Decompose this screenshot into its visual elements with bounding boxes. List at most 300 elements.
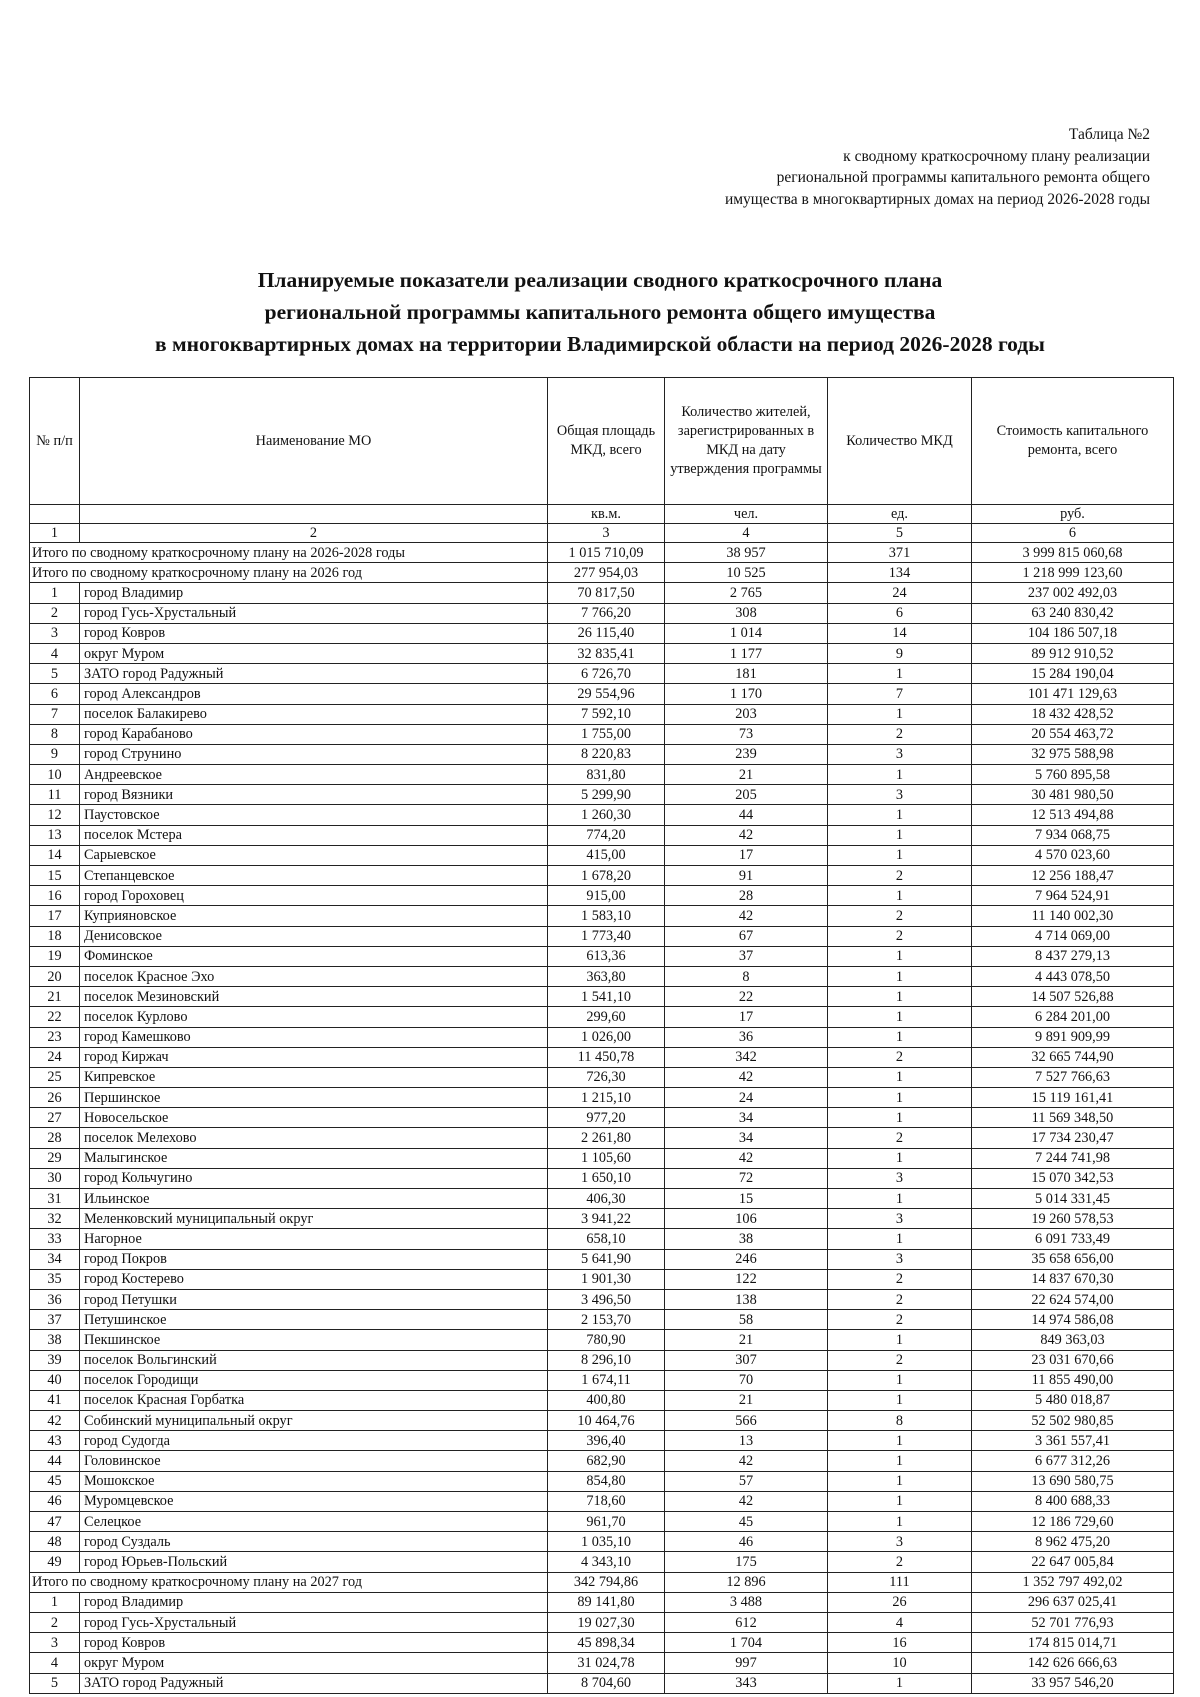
- cell-num: 35: [30, 1269, 80, 1289]
- cell-area: 1 015 710,09: [548, 543, 665, 563]
- cell-mkd: 14: [828, 623, 972, 643]
- cell-cost: 15 119 161,41: [972, 1088, 1174, 1108]
- cell-mkd: 1: [828, 825, 972, 845]
- cell-area: 726,30: [548, 1067, 665, 1087]
- cell-mkd: 1: [828, 1451, 972, 1471]
- cell-mkd: 1: [828, 664, 972, 684]
- title-line: Планируемые показатели реализации сводного краткосрочного плана: [257, 268, 943, 292]
- cell-name: Меленковский муниципальный округ: [80, 1209, 548, 1229]
- cell-area: 1 650,10: [548, 1168, 665, 1188]
- cell-area: 10 464,76: [548, 1411, 665, 1431]
- cell-cost: 296 637 025,41: [972, 1592, 1174, 1612]
- table-row: [30, 1108, 1174, 1128]
- cell-residents: 343: [665, 1673, 828, 1693]
- cell-area: 8 220,83: [548, 744, 665, 764]
- cell-mkd: 1: [828, 966, 972, 986]
- cell-cost: 3 999 815 060,68: [972, 543, 1174, 563]
- cell-name: город Петушки: [80, 1289, 548, 1309]
- cell-cost: 6 091 733,49: [972, 1229, 1174, 1249]
- cell-residents: 21: [665, 765, 828, 785]
- cell-num: 19: [30, 946, 80, 966]
- cell-name: поселок Мелехово: [80, 1128, 548, 1148]
- cell-mkd: 1: [828, 1067, 972, 1087]
- table-row: [30, 1370, 1174, 1390]
- cell-name: город Александров: [80, 684, 548, 704]
- cell-cost: 17 734 230,47: [972, 1128, 1174, 1148]
- column-numbers-row: [30, 524, 1174, 543]
- cell-num: 36: [30, 1289, 80, 1309]
- cell-num: 47: [30, 1512, 80, 1532]
- total-label: Итого по сводному краткосрочному плану на 2026 год: [30, 563, 548, 583]
- cell-mkd: 2: [828, 1552, 972, 1572]
- cell-mkd: 2: [828, 1289, 972, 1309]
- header-note-line: к сводному краткосрочному плану реализации: [843, 147, 1150, 165]
- cell-mkd: 2: [828, 1350, 972, 1370]
- cell-mkd: 1: [828, 1189, 972, 1209]
- cell-residents: 15: [665, 1189, 828, 1209]
- cell-mkd: 2: [828, 906, 972, 926]
- cell-cost: 7 934 068,75: [972, 825, 1174, 845]
- cell-area: 11 450,78: [548, 1047, 665, 1067]
- cell-mkd: 1: [828, 1431, 972, 1451]
- header-area: Общая площадь МКД, всего: [548, 378, 665, 505]
- cell-name: Куприяновское: [80, 906, 548, 926]
- cell-cost: 14 974 586,08: [972, 1310, 1174, 1330]
- table-row: [30, 906, 1174, 926]
- cell-mkd: 3: [828, 1209, 972, 1229]
- unit-cost: руб.: [972, 505, 1174, 524]
- cell-mkd: 111: [828, 1572, 972, 1592]
- cell-residents: 612: [665, 1612, 828, 1632]
- indicators-table: [29, 377, 1174, 1694]
- cell-area: 2 153,70: [548, 1310, 665, 1330]
- cell-area: 7 592,10: [548, 704, 665, 724]
- cell-area: 415,00: [548, 845, 665, 865]
- cell-name: Кипревское: [80, 1067, 548, 1087]
- table-row: [30, 1431, 1174, 1451]
- cell-name: Ильинское: [80, 1189, 548, 1209]
- cell-residents: 21: [665, 1390, 828, 1410]
- cell-cost: 101 471 129,63: [972, 684, 1174, 704]
- cell-residents: 37: [665, 946, 828, 966]
- cell-residents: 34: [665, 1108, 828, 1128]
- cell-num: 18: [30, 926, 80, 946]
- cell-area: 854,80: [548, 1471, 665, 1491]
- cell-cost: 6 284 201,00: [972, 1007, 1174, 1027]
- cell-cost: 12 256 188,47: [972, 866, 1174, 886]
- cell-area: 7 766,20: [548, 603, 665, 623]
- cell-mkd: 8: [828, 1411, 972, 1431]
- cell-area: 342 794,86: [548, 1572, 665, 1592]
- cell-area: 1 773,40: [548, 926, 665, 946]
- cell-area: 780,90: [548, 1330, 665, 1350]
- cell-mkd: 2: [828, 1269, 972, 1289]
- cell-mkd: 3: [828, 744, 972, 764]
- cell-num: 41: [30, 1390, 80, 1410]
- unit-area: кв.м.: [548, 505, 665, 524]
- table-row: [30, 1673, 1174, 1693]
- cell-mkd: 1: [828, 1491, 972, 1511]
- cell-residents: 17: [665, 1007, 828, 1027]
- cell-num: 28: [30, 1128, 80, 1148]
- cell-residents: 1 177: [665, 643, 828, 663]
- cell-name: город Вязники: [80, 785, 548, 805]
- cell-mkd: 1: [828, 1512, 972, 1532]
- cell-num: 40: [30, 1370, 80, 1390]
- cell-cost: 7 964 524,91: [972, 886, 1174, 906]
- cell-num: 17: [30, 906, 80, 926]
- cell-residents: 2 765: [665, 583, 828, 603]
- total-row: [30, 563, 1174, 583]
- cell-name: Новосельское: [80, 1108, 548, 1128]
- cell-num: 6: [30, 684, 80, 704]
- cell-num: 5: [30, 1673, 80, 1693]
- cell-num: 42: [30, 1411, 80, 1431]
- unit-residents: чел.: [665, 505, 828, 524]
- cell-num: 38: [30, 1330, 80, 1350]
- cell-cost: 63 240 830,42: [972, 603, 1174, 623]
- cell-cost: 4 714 069,00: [972, 926, 1174, 946]
- cell-name: город Суздаль: [80, 1532, 548, 1552]
- cell-name: Головинское: [80, 1451, 548, 1471]
- cell-num: 5: [30, 664, 80, 684]
- table-row: [30, 1249, 1174, 1269]
- cell-mkd: 1: [828, 1027, 972, 1047]
- cell-cost: 5 760 895,58: [972, 765, 1174, 785]
- cell-cost: 6 677 312,26: [972, 1451, 1174, 1471]
- cell-name: город Ковров: [80, 623, 548, 643]
- cell-cost: 8 437 279,13: [972, 946, 1174, 966]
- cell-area: 19 027,30: [548, 1612, 665, 1632]
- cell-residents: 72: [665, 1168, 828, 1188]
- cell-area: 6 726,70: [548, 664, 665, 684]
- table-row: [30, 1148, 1174, 1168]
- cell-residents: 205: [665, 785, 828, 805]
- cell-mkd: 2: [828, 1310, 972, 1330]
- table-row: [30, 1209, 1174, 1229]
- cell-cost: 11 855 490,00: [972, 1370, 1174, 1390]
- cell-mkd: 3: [828, 1168, 972, 1188]
- cell-name: Степанцевское: [80, 866, 548, 886]
- cell-mkd: 1: [828, 1088, 972, 1108]
- table-row: [30, 866, 1174, 886]
- table-row: [30, 1189, 1174, 1209]
- table-row: [30, 805, 1174, 825]
- cell-area: 299,60: [548, 1007, 665, 1027]
- cell-cost: 12 513 494,88: [972, 805, 1174, 825]
- cell-area: 682,90: [548, 1451, 665, 1471]
- cell-cost: 20 554 463,72: [972, 724, 1174, 744]
- cell-name: Сарыевское: [80, 845, 548, 865]
- cell-mkd: 16: [828, 1633, 972, 1653]
- cell-cost: 22 624 574,00: [972, 1289, 1174, 1309]
- table-row: [30, 1269, 1174, 1289]
- cell-cost: 89 912 910,52: [972, 643, 1174, 663]
- cell-residents: 42: [665, 1148, 828, 1168]
- cell-name: город Покров: [80, 1249, 548, 1269]
- cell-area: 45 898,34: [548, 1633, 665, 1653]
- cell-mkd: 3: [828, 1532, 972, 1552]
- cell-area: 1 583,10: [548, 906, 665, 926]
- cell-name: округ Муром: [80, 1653, 548, 1673]
- table-row: [30, 1451, 1174, 1471]
- cell-residents: 239: [665, 744, 828, 764]
- cell-cost: 1 218 999 123,60: [972, 563, 1174, 583]
- cell-cost: 15 070 342,53: [972, 1168, 1174, 1188]
- cell-name: город Судогда: [80, 1431, 548, 1451]
- cell-area: 1 541,10: [548, 987, 665, 1007]
- cell-num: 3: [30, 1633, 80, 1653]
- cell-residents: 3 488: [665, 1592, 828, 1612]
- cell-name: город Гусь-Хрустальный: [80, 1612, 548, 1632]
- table-row: [30, 785, 1174, 805]
- table-row: [30, 1350, 1174, 1370]
- table-row: [30, 1633, 1174, 1653]
- cell-area: 5 641,90: [548, 1249, 665, 1269]
- cell-num: 27: [30, 1108, 80, 1128]
- cell-residents: 13: [665, 1431, 828, 1451]
- cell-name: город Гороховец: [80, 886, 548, 906]
- cell-cost: 19 260 578,53: [972, 1209, 1174, 1229]
- table-row: [30, 1067, 1174, 1087]
- cell-num: 33: [30, 1229, 80, 1249]
- cell-name: город Владимир: [80, 1592, 548, 1612]
- cell-cost: 3 361 557,41: [972, 1431, 1174, 1451]
- title-line: в многоквартирных домах на территории Владимирской области на период 2026-2028 годы: [155, 332, 1045, 356]
- cell-num: 2: [30, 1612, 80, 1632]
- cell-cost: 8 962 475,20: [972, 1532, 1174, 1552]
- cell-num: 22: [30, 1007, 80, 1027]
- cell-residents: 1 704: [665, 1633, 828, 1653]
- cell-num: 25: [30, 1067, 80, 1087]
- header-note-line: региональной программы капитального ремонта общего: [776, 169, 1150, 186]
- table-row: [30, 583, 1174, 603]
- cell-name: округ Муром: [80, 643, 548, 663]
- units-row: [30, 505, 1174, 524]
- cell-name: Селецкое: [80, 1512, 548, 1532]
- unit-empty: [30, 505, 80, 524]
- cell-name: поселок Мезиновский: [80, 987, 548, 1007]
- cell-area: 1 260,30: [548, 805, 665, 825]
- table-row: [30, 1088, 1174, 1108]
- cell-residents: 38 957: [665, 543, 828, 563]
- cell-cost: 14 837 670,30: [972, 1269, 1174, 1289]
- unit-empty: [80, 505, 548, 524]
- table-body: [30, 543, 1174, 1694]
- cell-area: 396,40: [548, 1431, 665, 1451]
- cell-area: 1 678,20: [548, 866, 665, 886]
- cell-area: 831,80: [548, 765, 665, 785]
- header-cost: Стоимость капитального ремонта, всего: [972, 378, 1174, 505]
- cell-area: 774,20: [548, 825, 665, 845]
- cell-num: 26: [30, 1088, 80, 1108]
- cell-area: 718,60: [548, 1491, 665, 1511]
- cell-cost: 7 527 766,63: [972, 1067, 1174, 1087]
- column-number: 4: [665, 524, 828, 543]
- cell-num: 34: [30, 1249, 80, 1269]
- header-mkd: Количество МКД: [828, 378, 972, 505]
- cell-num: 20: [30, 966, 80, 986]
- cell-cost: 13 690 580,75: [972, 1471, 1174, 1491]
- cell-area: 1 901,30: [548, 1269, 665, 1289]
- table-row: [30, 1168, 1174, 1188]
- cell-name: Пекшинское: [80, 1330, 548, 1350]
- cell-area: 1 035,10: [548, 1532, 665, 1552]
- cell-num: 31: [30, 1189, 80, 1209]
- cell-num: 12: [30, 805, 80, 825]
- cell-residents: 42: [665, 1491, 828, 1511]
- cell-residents: 203: [665, 704, 828, 724]
- cell-name: город Камешково: [80, 1027, 548, 1047]
- cell-name: поселок Балакирево: [80, 704, 548, 724]
- table-row: [30, 1310, 1174, 1330]
- cell-residents: 57: [665, 1471, 828, 1491]
- cell-num: 11: [30, 785, 80, 805]
- cell-area: 4 343,10: [548, 1552, 665, 1572]
- cell-mkd: 1: [828, 1390, 972, 1410]
- cell-name: город Гусь-Хрустальный: [80, 603, 548, 623]
- table-row: [30, 845, 1174, 865]
- cell-mkd: 371: [828, 543, 972, 563]
- cell-cost: 5 480 018,87: [972, 1390, 1174, 1410]
- cell-residents: 42: [665, 1067, 828, 1087]
- cell-mkd: 1: [828, 1471, 972, 1491]
- cell-mkd: 26: [828, 1592, 972, 1612]
- cell-residents: 70: [665, 1370, 828, 1390]
- cell-residents: 21: [665, 1330, 828, 1350]
- cell-name: Денисовское: [80, 926, 548, 946]
- cell-mkd: 1: [828, 805, 972, 825]
- cell-mkd: 1: [828, 704, 972, 724]
- unit-mkd: ед.: [828, 505, 972, 524]
- table-row: [30, 765, 1174, 785]
- cell-num: 14: [30, 845, 80, 865]
- cell-residents: 122: [665, 1269, 828, 1289]
- cell-name: поселок Курлово: [80, 1007, 548, 1027]
- column-header-row: [30, 378, 1174, 505]
- cell-name: поселок Красная Горбатка: [80, 1390, 548, 1410]
- table-row: [30, 684, 1174, 704]
- cell-residents: 28: [665, 886, 828, 906]
- cell-residents: 8: [665, 966, 828, 986]
- cell-residents: 997: [665, 1653, 828, 1673]
- cell-area: 31 024,78: [548, 1653, 665, 1673]
- cell-mkd: 1: [828, 845, 972, 865]
- cell-mkd: 1: [828, 1673, 972, 1693]
- column-number: 2: [80, 524, 548, 543]
- table-row: [30, 1471, 1174, 1491]
- table-row: [30, 623, 1174, 643]
- header-note-line: Таблица №2: [1068, 126, 1150, 143]
- cell-mkd: 3: [828, 1249, 972, 1269]
- cell-name: Малыгинское: [80, 1148, 548, 1168]
- cell-residents: 38: [665, 1229, 828, 1249]
- cell-residents: 45: [665, 1512, 828, 1532]
- cell-name: поселок Вольгинский: [80, 1350, 548, 1370]
- cell-residents: 1 170: [665, 684, 828, 704]
- cell-name: Петушинское: [80, 1310, 548, 1330]
- cell-num: 24: [30, 1047, 80, 1067]
- cell-cost: 104 186 507,18: [972, 623, 1174, 643]
- cell-cost: 14 507 526,88: [972, 987, 1174, 1007]
- cell-cost: 4 443 078,50: [972, 966, 1174, 986]
- cell-num: 30: [30, 1168, 80, 1188]
- cell-area: 1 755,00: [548, 724, 665, 744]
- table-row: [30, 1047, 1174, 1067]
- cell-area: 658,10: [548, 1229, 665, 1249]
- cell-area: 977,20: [548, 1108, 665, 1128]
- cell-mkd: 1: [828, 946, 972, 966]
- cell-num: 44: [30, 1451, 80, 1471]
- cell-num: 23: [30, 1027, 80, 1047]
- table-row: [30, 1289, 1174, 1309]
- table-row: [30, 1390, 1174, 1410]
- cell-name: город Костерево: [80, 1269, 548, 1289]
- cell-residents: 246: [665, 1249, 828, 1269]
- column-number: 3: [548, 524, 665, 543]
- table-row: [30, 643, 1174, 663]
- cell-mkd: 1: [828, 886, 972, 906]
- cell-mkd: 1: [828, 1370, 972, 1390]
- cell-cost: 18 432 428,52: [972, 704, 1174, 724]
- cell-area: 8 296,10: [548, 1350, 665, 1370]
- cell-cost: 11 140 002,30: [972, 906, 1174, 926]
- cell-cost: 33 957 546,20: [972, 1673, 1174, 1693]
- cell-mkd: 134: [828, 563, 972, 583]
- cell-name: ЗАТО город Радужный: [80, 1673, 548, 1693]
- cell-cost: 23 031 670,66: [972, 1350, 1174, 1370]
- cell-num: 15: [30, 866, 80, 886]
- cell-area: 613,36: [548, 946, 665, 966]
- total-label: Итого по сводному краткосрочному плану на 2026-2028 годы: [30, 543, 548, 563]
- cell-residents: 73: [665, 724, 828, 744]
- cell-area: 277 954,03: [548, 563, 665, 583]
- table-row: [30, 1653, 1174, 1673]
- cell-num: 1: [30, 583, 80, 603]
- cell-mkd: 2: [828, 926, 972, 946]
- header-name: Наименование МО: [80, 378, 548, 505]
- cell-residents: 42: [665, 906, 828, 926]
- cell-residents: 46: [665, 1532, 828, 1552]
- cell-num: 21: [30, 987, 80, 1007]
- cell-mkd: 1: [828, 1330, 972, 1350]
- cell-area: 363,80: [548, 966, 665, 986]
- cell-residents: 566: [665, 1411, 828, 1431]
- table-row: [30, 1592, 1174, 1612]
- cell-num: 9: [30, 744, 80, 764]
- cell-name: Муромцевское: [80, 1491, 548, 1511]
- cell-residents: 342: [665, 1047, 828, 1067]
- cell-area: 3 941,22: [548, 1209, 665, 1229]
- cell-name: поселок Мстера: [80, 825, 548, 845]
- cell-mkd: 1: [828, 765, 972, 785]
- table-row: [30, 1532, 1174, 1552]
- cell-residents: 58: [665, 1310, 828, 1330]
- cell-name: Першинское: [80, 1088, 548, 1108]
- cell-area: 1 026,00: [548, 1027, 665, 1047]
- table-row: [30, 724, 1174, 744]
- cell-cost: 15 284 190,04: [972, 664, 1174, 684]
- cell-num: 29: [30, 1148, 80, 1168]
- cell-residents: 24: [665, 1088, 828, 1108]
- cell-name: Нагорное: [80, 1229, 548, 1249]
- table-row: [30, 1027, 1174, 1047]
- cell-cost: 1 352 797 492,02: [972, 1572, 1174, 1592]
- cell-name: Паустовское: [80, 805, 548, 825]
- cell-residents: 1 014: [665, 623, 828, 643]
- table-row: [30, 1007, 1174, 1027]
- cell-num: 48: [30, 1532, 80, 1552]
